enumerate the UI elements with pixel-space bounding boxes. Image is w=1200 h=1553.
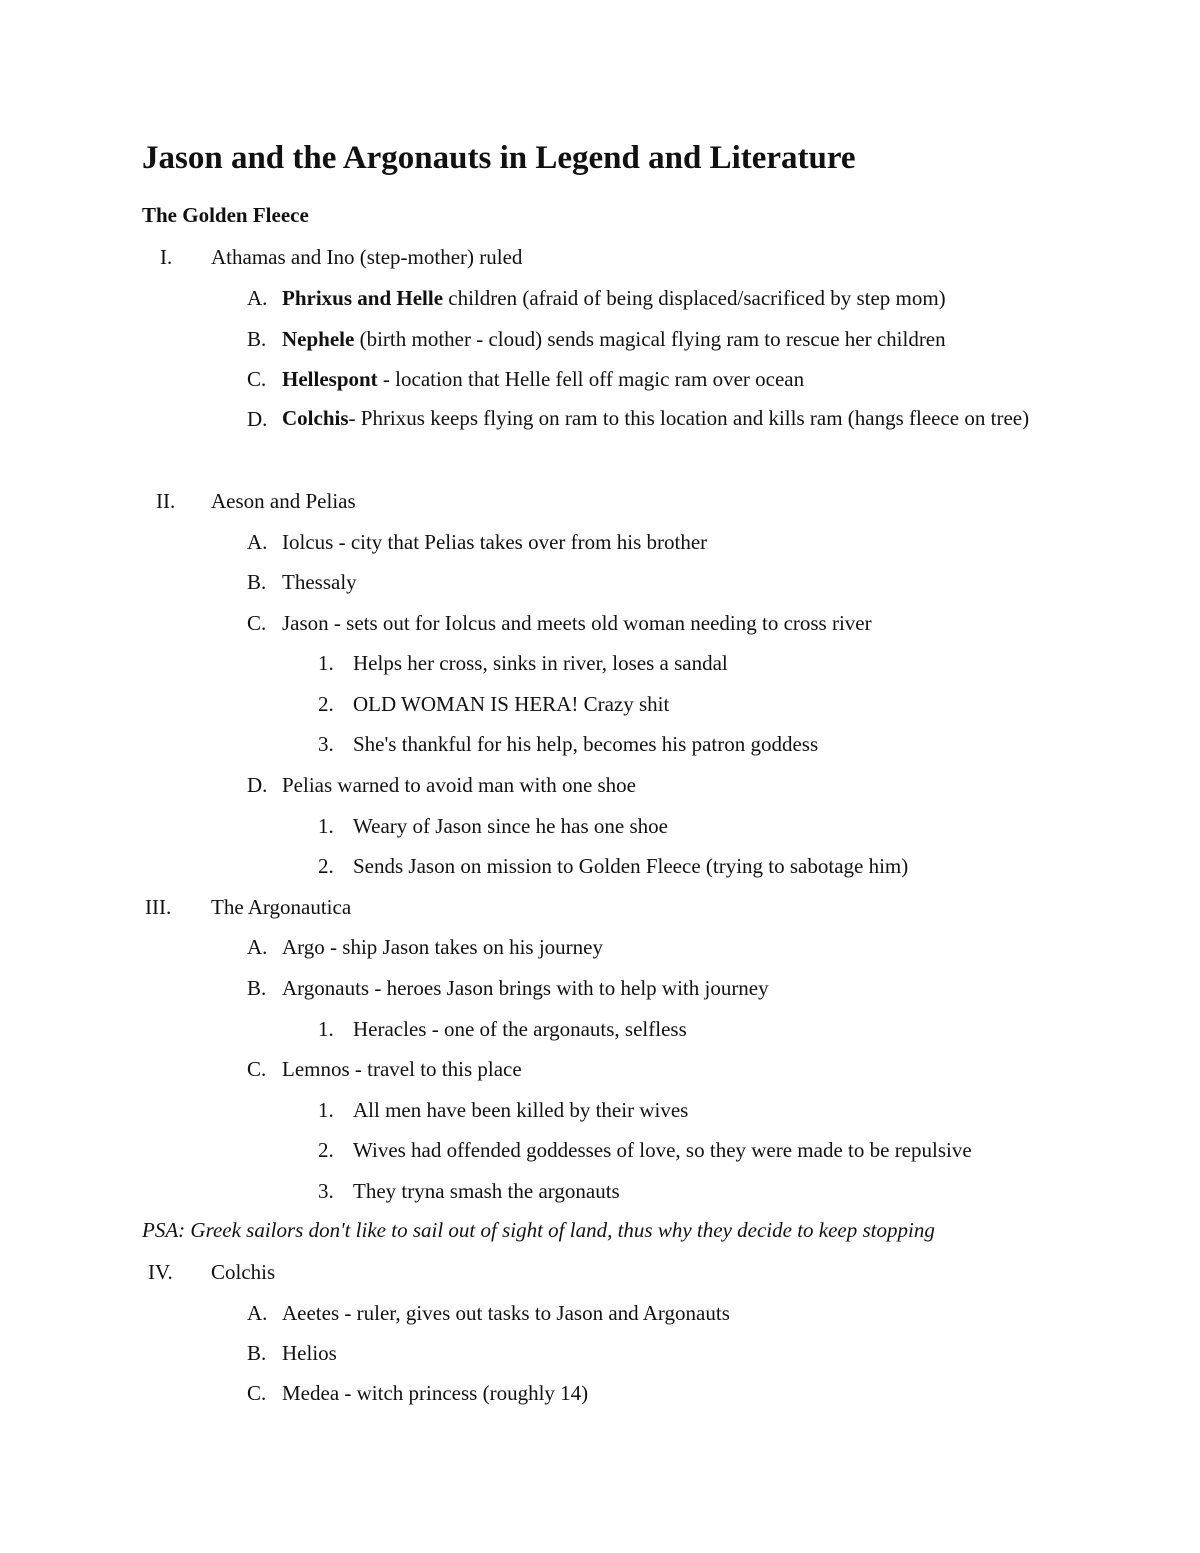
roman-numeral: IV. [148, 1260, 173, 1284]
subitem-text: Wives had offended goddesses of love, so they were made to be repulsive [353, 1138, 972, 1162]
subitem-marker: 3. [318, 1179, 334, 1203]
item-text: children (afraid of being displaced/sacrificed by step mom) [443, 286, 946, 310]
item-text: - Phrixus keeps flying on ram to this location and kills ram (hangs fleece on tree) [348, 406, 1030, 430]
item-marker: D. [247, 407, 268, 431]
item-text: Helios [282, 1341, 337, 1365]
roman-numeral: I. [160, 245, 173, 269]
subitem-text: Heracles - one of the argonauts, selfless [353, 1017, 687, 1041]
section-text: Aeson and Pelias [211, 489, 356, 513]
section-heading: The Golden Fleece [142, 203, 309, 227]
item-text: (birth mother - cloud) sends magical flying ram to rescue her children [354, 327, 946, 351]
subitem-text: Helps her cross, sinks in river, loses a sandal [353, 651, 728, 675]
subitem-marker: 1. [318, 651, 334, 675]
subitem-marker: 1. [318, 814, 334, 838]
item-marker: C. [247, 611, 267, 635]
section-text: Athamas and Ino (step-mother) ruled [211, 245, 523, 269]
subitem-marker: 2. [318, 1138, 334, 1162]
subitem-marker: 2. [318, 854, 334, 878]
subitem-marker: 2. [318, 692, 334, 716]
item-text: Iolcus - city that Pelias takes over from his brother [282, 530, 708, 554]
subitem-text: She's thankful for his help, becomes his patron goddess [353, 732, 819, 756]
document-title: Jason and the Argonauts in Legend and Literature [142, 140, 856, 176]
item-bold-term: Nephele [282, 327, 355, 351]
subitem-text: OLD WOMAN IS HERA! Crazy shit [353, 692, 670, 716]
item-text: Argo - ship Jason takes on his journey [282, 935, 603, 959]
section-text: Colchis [211, 1260, 276, 1284]
psa-note: PSA: Greek sailors don't like to sail out of sight of land, thus why they decide to keep stopping [142, 1218, 935, 1242]
item-text: Argonauts - heroes Jason brings with to help with journey [282, 976, 769, 1000]
item-bold-term: Phrixus and Helle [282, 286, 444, 310]
subitem-text: Sends Jason on mission to Golden Fleece (trying to sabotage him) [353, 854, 909, 878]
item-text: Jason - sets out for Iolcus and meets old woman needing to cross river [282, 611, 872, 635]
item-text: Thessaly [282, 570, 357, 594]
roman-numeral: III. [145, 895, 172, 919]
item-marker: C. [247, 1057, 267, 1081]
item-text: Lemnos - travel to this place [282, 1057, 522, 1081]
subitem-marker: 1. [318, 1017, 334, 1041]
item-text: - location that Helle fell off magic ram over ocean [377, 367, 805, 391]
subitem-text: Weary of Jason since he has one shoe [353, 814, 668, 838]
subitem-marker: 1. [318, 1098, 334, 1122]
item-bold-term: Colchis [282, 406, 349, 430]
item-text: Pelias warned to avoid man with one shoe [282, 773, 637, 797]
item-marker: A. [247, 530, 268, 554]
item-marker: A. [247, 286, 268, 310]
item-marker: B. [247, 976, 267, 1000]
item-marker: B. [247, 570, 267, 594]
item-marker: D. [247, 773, 268, 797]
subitem-text: They tryna smash the argonauts [353, 1179, 620, 1203]
subitem-marker: 3. [318, 732, 334, 756]
roman-numeral: II. [156, 489, 176, 513]
section-text: The Argonautica [211, 895, 352, 919]
item-marker: C. [247, 367, 267, 391]
item-text: Medea - witch princess (roughly 14) [282, 1381, 589, 1405]
item-marker: A. [247, 1301, 268, 1325]
subitem-text: All men have been killed by their wives [353, 1098, 689, 1122]
item-marker: B. [247, 1341, 267, 1365]
item-marker: A. [247, 935, 268, 959]
item-bold-term: Hellespont [282, 367, 378, 391]
item-marker: B. [247, 327, 267, 351]
item-marker: C. [247, 1381, 267, 1405]
item-text: Aeetes - ruler, gives out tasks to Jason and Argonauts [282, 1301, 730, 1325]
